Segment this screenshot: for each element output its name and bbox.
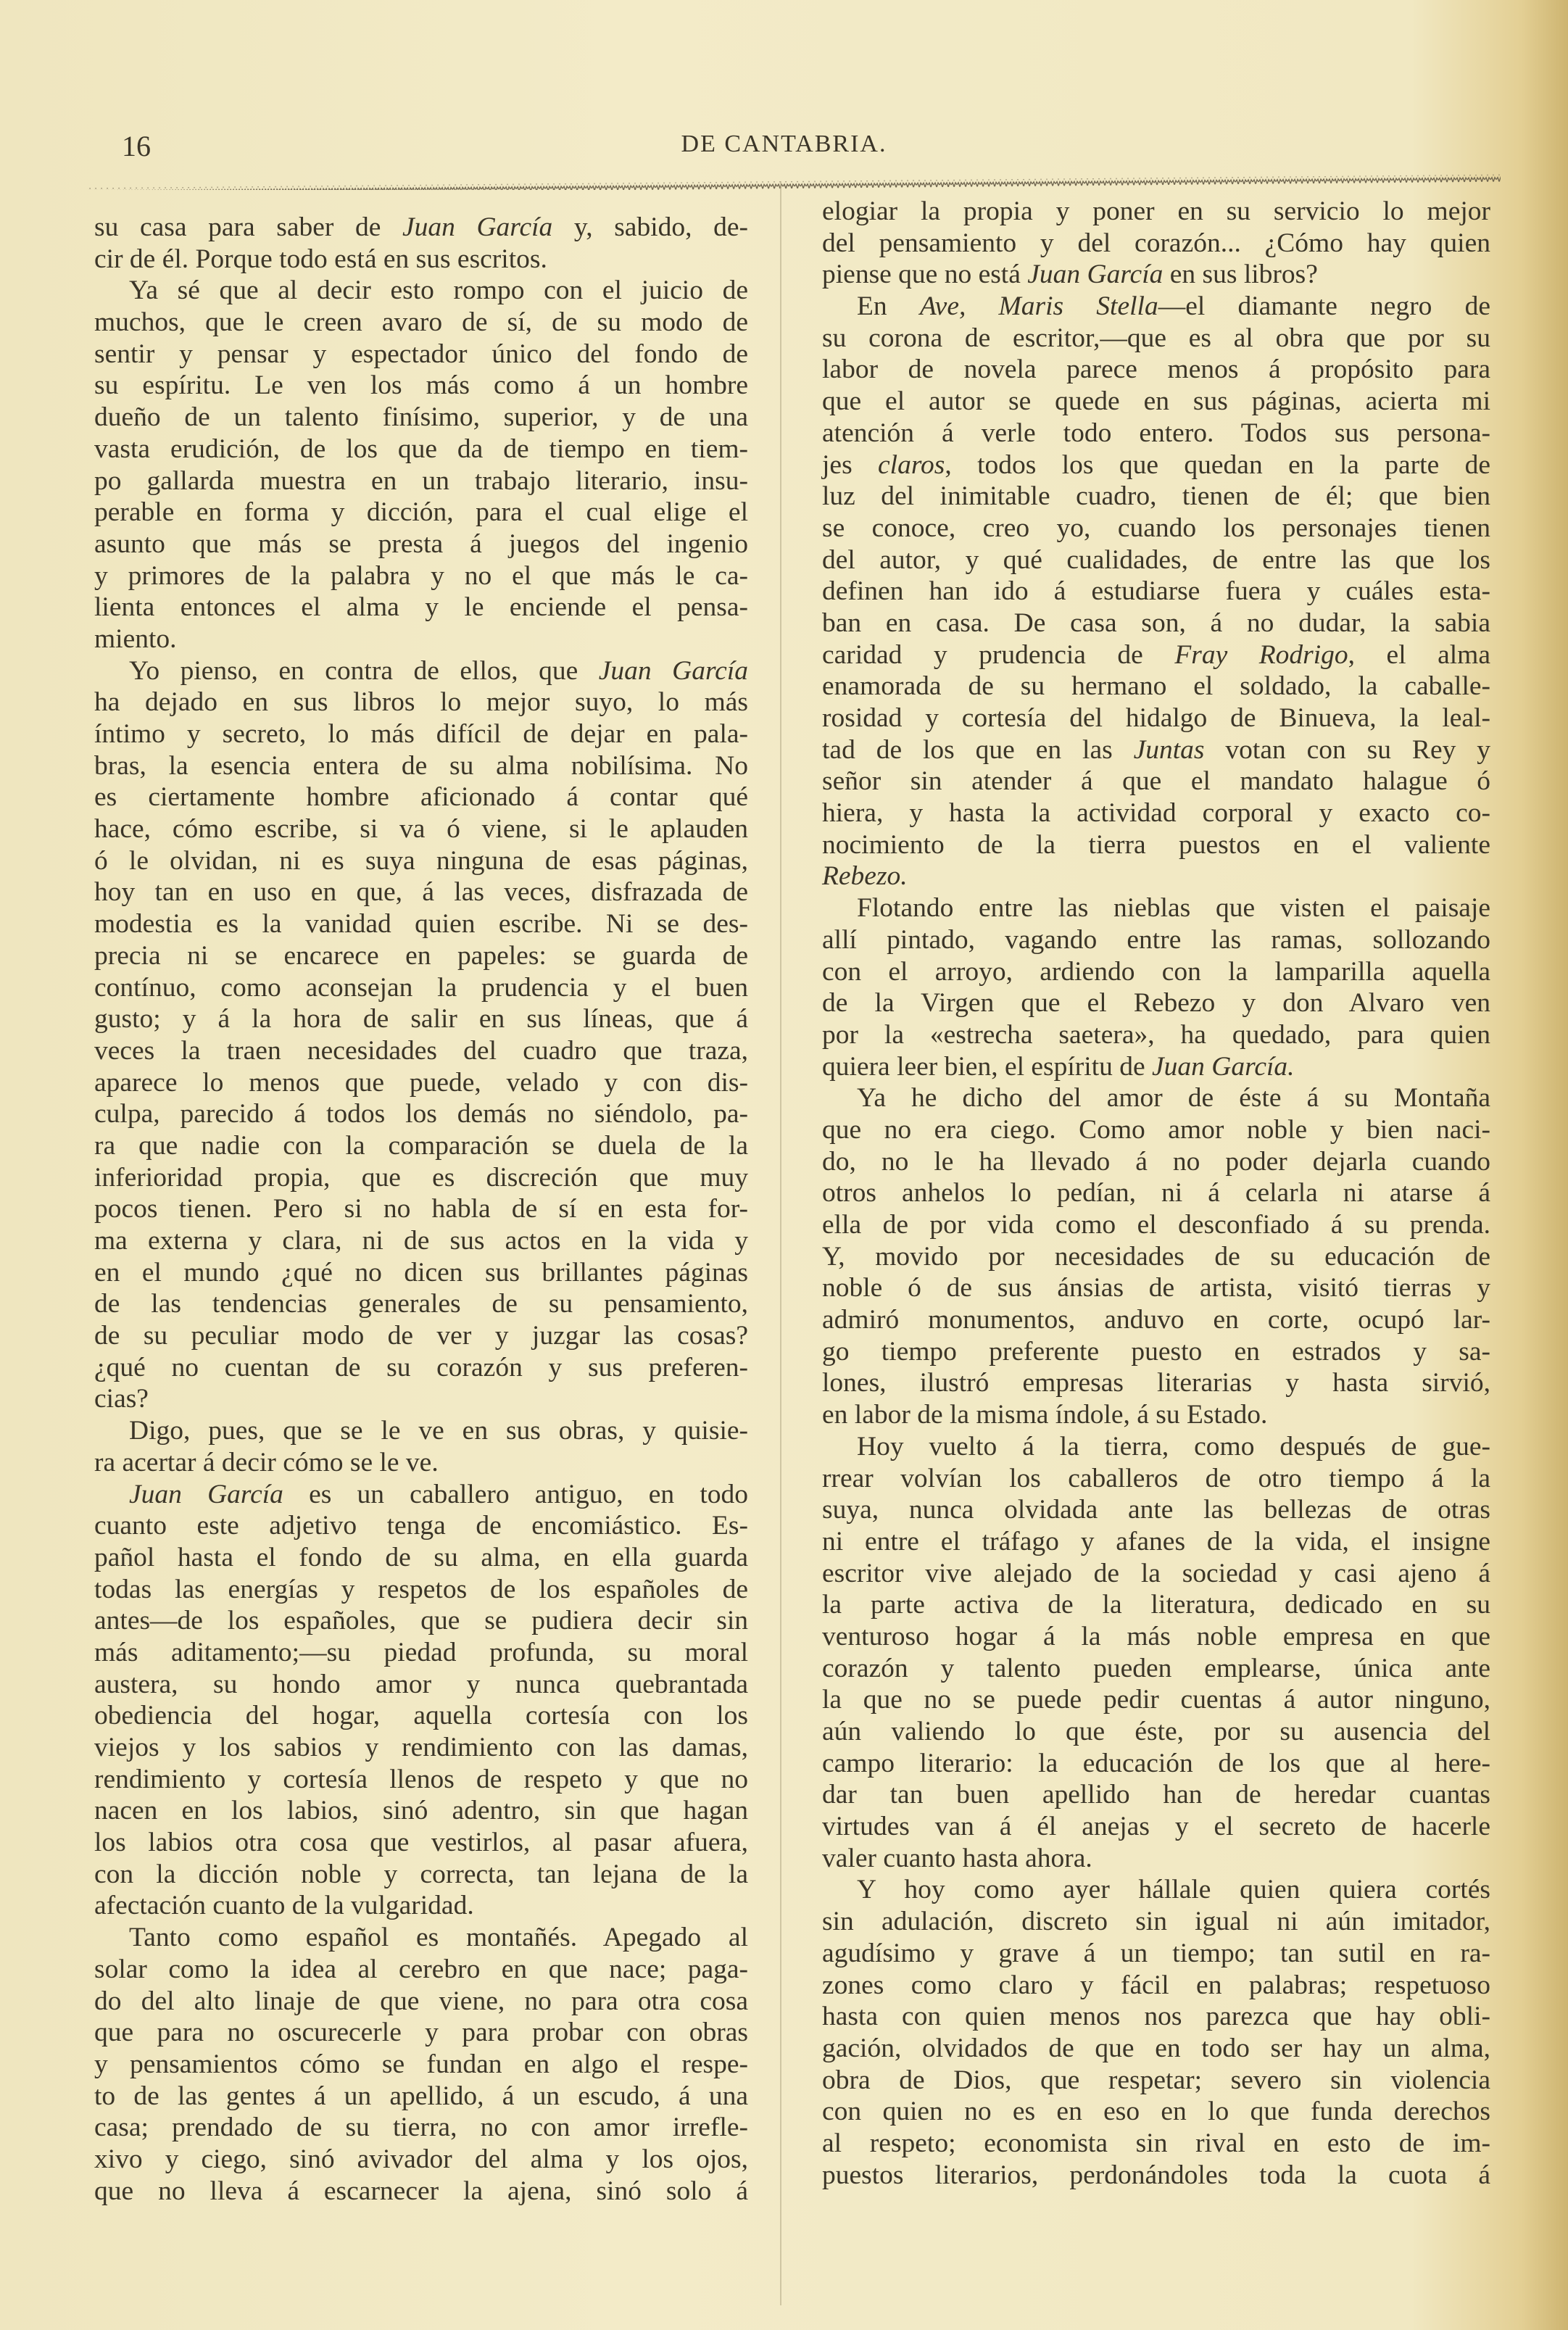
body-text: contínuo, como aconsejan la prudencia y el buen bbox=[94, 972, 748, 1003]
text-line bbox=[822, 671, 1490, 702]
body-text: lienta entonces el alma y le enciende el pensa- bbox=[94, 592, 748, 623]
text-line bbox=[822, 1970, 1490, 2002]
italic-title-text: Juntas bbox=[1133, 734, 1205, 765]
text-line bbox=[822, 291, 1490, 323]
body-text: allí pintado, vagando entre las ramas, sollozando bbox=[822, 924, 1490, 955]
body-text: del pensamiento y del corazón... ¿Cómo hay quien bbox=[822, 228, 1490, 258]
text-line bbox=[94, 1257, 748, 1289]
body-text: y primores de la palabra y no el que más le ca- bbox=[94, 560, 748, 591]
body-text: enamorada de su hermano el soldado, la caballe- bbox=[822, 671, 1490, 702]
body-text: , todos los que quedan en la parte de bbox=[945, 449, 1490, 480]
body-text: antes—de los españoles, que se pudiera decir sin bbox=[94, 1606, 748, 1636]
body-text: xivo y ciego, sinó avivador del alma y los ojos, bbox=[94, 2144, 748, 2174]
right-column bbox=[822, 196, 1490, 2191]
body-text: ban en casa. De casa son, á no dudar, la sabia bbox=[822, 608, 1490, 638]
text-line bbox=[94, 1986, 748, 2018]
body-text: luz del inimitable cuadro, tienen de él; que bien bbox=[822, 481, 1490, 512]
text-line bbox=[94, 402, 748, 434]
body-text: sentir y pensar y espectador único del fondo de bbox=[94, 339, 748, 369]
body-text: del autor, y qué cualidades, de entre las que los bbox=[822, 544, 1490, 575]
body-text: miento. bbox=[94, 623, 177, 654]
body-text: en el mundo ¿qué no dicen sus brillantes páginas bbox=[94, 1257, 748, 1288]
body-text: rosidad y cortesía del hidalgo de Binueva, la leal- bbox=[822, 703, 1490, 733]
text-line bbox=[822, 1177, 1490, 1209]
text-line bbox=[94, 1067, 748, 1099]
body-text: —el diamante negro de bbox=[1158, 291, 1491, 322]
text-line bbox=[822, 1748, 1490, 1780]
body-text: to de las gentes á un apellido, á un escudo, á una bbox=[94, 2081, 748, 2111]
body-text: , el alma bbox=[1348, 639, 1490, 670]
body-text: definen han ido á estudiarse fuera y cuáles esta- bbox=[822, 576, 1490, 607]
text-line bbox=[94, 1795, 748, 1827]
running-header: DE CANTABRIA. bbox=[681, 130, 887, 157]
text-line bbox=[94, 212, 748, 244]
body-text: cias? bbox=[94, 1384, 149, 1414]
body-text: en labor de la misma índole, á su Estado. bbox=[822, 1400, 1268, 1430]
body-text: admiró monumentos, anduvo en corte, ocupó lar- bbox=[822, 1305, 1490, 1335]
body-text: atención á verle todo entero. Todos sus persona- bbox=[822, 418, 1490, 448]
body-text: inferioridad propia, que es discreción que muy bbox=[94, 1162, 748, 1193]
text-line bbox=[94, 307, 748, 339]
body-text: gación, olvidados de que en todo ser hay un alma, bbox=[822, 2033, 1490, 2063]
text-line bbox=[822, 702, 1490, 734]
body-text: la que no se puede pedir cuentas á autor ninguno, bbox=[822, 1685, 1490, 1715]
body-text: que para no oscurecerle y para probar con obras bbox=[94, 2018, 748, 2048]
body-text: tad de los que en las bbox=[822, 734, 1134, 765]
text-line bbox=[822, 196, 1490, 228]
body-text: do, no le ha llevado á no poder dejarla cuando bbox=[822, 1146, 1490, 1177]
text-line bbox=[822, 2001, 1490, 2033]
body-text: y pensamientos cómo se fundan en algo el respe- bbox=[94, 2049, 748, 2079]
body-text: votan con su Rey y bbox=[1204, 734, 1490, 765]
body-text: en sus libros? bbox=[1163, 260, 1318, 290]
body-text: ¿qué no cuentan de su corazón y sus preferen- bbox=[94, 1352, 748, 1382]
body-text: hace, cómo escribe, si va ó viene, si le aplauden bbox=[94, 814, 748, 845]
text-line bbox=[822, 1621, 1490, 1653]
body-text: íntimo y secreto, lo más difícil de dejar en pala- bbox=[94, 719, 748, 749]
body-text: aparece lo menos que puede, velado y con dis- bbox=[94, 1067, 748, 1098]
text-line bbox=[94, 2081, 748, 2113]
body-text: al respeto; economista sin rival en esto de im- bbox=[822, 2128, 1490, 2158]
text-line bbox=[822, 259, 1490, 291]
body-text: obra de Dios, que respetar; severo sin violencia bbox=[822, 2065, 1490, 2095]
body-text: escritor vive alejado de la sociedad y casi ajeno á bbox=[822, 1558, 1490, 1588]
text-line bbox=[822, 354, 1490, 386]
body-text: culpa, parecido á todos los demás no siéndolo, pa- bbox=[94, 1099, 748, 1129]
text-line bbox=[822, 608, 1490, 639]
body-text: bras, la esencia entera de su alma nobilísima. No bbox=[94, 750, 748, 781]
body-text: Digo, pues, que se le ve en sus obras, y quisie- bbox=[129, 1416, 748, 1446]
text-line bbox=[94, 592, 748, 623]
body-text: rendimiento y cortesía llenos de respeto y que no bbox=[94, 1764, 748, 1794]
text-line bbox=[94, 1827, 748, 1859]
body-text: lones, ilustró empresas literarias y hasta sirvió, bbox=[822, 1368, 1490, 1398]
text-line bbox=[822, 481, 1490, 513]
body-text: hoy tan en uso en que, á las veces, disfrazada de bbox=[94, 877, 748, 908]
text-line bbox=[94, 813, 748, 845]
body-text: viejos y los sabios y rendimiento con las damas, bbox=[94, 1733, 748, 1762]
text-line bbox=[822, 2033, 1490, 2065]
text-line bbox=[94, 1479, 748, 1511]
text-line bbox=[822, 956, 1490, 988]
text-line bbox=[94, 1637, 748, 1669]
text-line bbox=[94, 1574, 748, 1606]
text-line bbox=[822, 1051, 1490, 1083]
body-text: ha dejado en sus libros lo mejor suyo, lo más bbox=[94, 687, 748, 718]
text-line bbox=[94, 1542, 748, 1574]
body-text: dueño de un talento finísimo, superior, y de una bbox=[94, 402, 748, 433]
text-line bbox=[822, 1399, 1490, 1431]
body-text: hiera, y hasta la actividad corporal y exacto co- bbox=[822, 798, 1490, 829]
body-text: caridad y prudencia de bbox=[822, 639, 1175, 670]
text-line bbox=[94, 370, 748, 402]
italic-title-text: Juan García bbox=[1027, 260, 1163, 290]
body-text: su casa para saber de bbox=[94, 212, 402, 242]
text-line bbox=[94, 1700, 748, 1732]
body-text: nocimiento de la tierra puestos en el valiente bbox=[822, 829, 1490, 860]
text-line bbox=[94, 244, 748, 275]
text-line bbox=[94, 1320, 748, 1352]
body-text: con la dicción noble y correcta, tan lejana de la bbox=[94, 1859, 748, 1889]
body-text: pañol hasta el fondo de su alma, en ella guarda bbox=[94, 1542, 748, 1572]
italic-title-text: Juan García. bbox=[1152, 1051, 1295, 1082]
body-text: noble ó de sus ánsias de artista, visitó tierras y bbox=[822, 1273, 1490, 1303]
text-line bbox=[822, 1843, 1490, 1875]
text-line bbox=[822, 1779, 1490, 1811]
text-line bbox=[822, 1874, 1490, 1906]
text-line bbox=[94, 1859, 748, 1891]
text-line bbox=[822, 1684, 1490, 1716]
text-line bbox=[822, 987, 1490, 1019]
text-line bbox=[94, 1098, 748, 1130]
italic-title-text: Juan García bbox=[598, 655, 748, 686]
body-text: Y hoy como ayer hállale quien quiera cortés bbox=[857, 1875, 1490, 1905]
text-line bbox=[94, 1954, 748, 1986]
text-line bbox=[94, 1922, 748, 1954]
body-text: su espíritu. Le ven los más como á un hombre bbox=[94, 370, 748, 401]
body-text: cir de él. Porque todo está en sus escritos. bbox=[94, 244, 547, 274]
italic-title-text: Ave, Maris Stella bbox=[919, 291, 1158, 322]
body-text: ni entre el tráfago y afanes de la vida, el insigne bbox=[822, 1526, 1490, 1556]
body-text: puestos literarios, perdonándoles toda la cuota á bbox=[822, 2160, 1490, 2190]
text-line bbox=[94, 560, 748, 592]
text-line bbox=[94, 1162, 748, 1194]
text-line bbox=[94, 1510, 748, 1542]
body-text: que el autor se quede en sus páginas, acierta mi bbox=[822, 386, 1490, 417]
body-text: perable en forma y dicción, para el cual elige el bbox=[94, 497, 748, 528]
text-line bbox=[94, 528, 748, 560]
text-line bbox=[94, 497, 748, 528]
text-line bbox=[94, 465, 748, 497]
left-column bbox=[94, 212, 748, 2207]
body-text: es ciertamente hombre aficionado á contar qué bbox=[94, 782, 748, 813]
text-line bbox=[822, 1589, 1490, 1621]
text-line bbox=[822, 1336, 1490, 1368]
text-line bbox=[94, 1288, 748, 1320]
body-text: ra acertar á decir cómo se le ve. bbox=[94, 1447, 439, 1477]
text-line bbox=[822, 323, 1490, 355]
body-text: ra que nadie con la comparación se duela de la bbox=[94, 1130, 748, 1161]
body-text: con quien no es en eso en lo que funda derechos bbox=[822, 2097, 1490, 2127]
text-line bbox=[94, 1130, 748, 1162]
body-text: su corona de escritor,—que es al obra que por su bbox=[822, 323, 1490, 353]
body-text: por la «estrecha saetera», ha quedado, para quien bbox=[822, 1019, 1490, 1050]
text-line bbox=[94, 339, 748, 370]
body-text: asunto que más se presta á juegos del ingenio bbox=[94, 528, 748, 559]
body-text: valer cuanto hasta ahora. bbox=[822, 1843, 1092, 1873]
text-line bbox=[94, 275, 748, 307]
text-line bbox=[94, 434, 748, 465]
body-text: agudísimo y grave á un tiempo; tan sutil en ra- bbox=[822, 1938, 1490, 1968]
text-line bbox=[94, 940, 748, 972]
text-line bbox=[822, 1906, 1490, 1938]
text-line bbox=[94, 845, 748, 877]
text-line bbox=[94, 655, 748, 687]
body-text: virtudes van á él anejas y el secreto de hacerle bbox=[822, 1812, 1490, 1842]
body-text: que no era ciego. Como amor noble y bien naci- bbox=[822, 1114, 1490, 1145]
text-line bbox=[94, 1669, 748, 1701]
text-line bbox=[94, 1447, 748, 1479]
body-text: venturoso hogar á la más noble empresa en que bbox=[822, 1621, 1490, 1651]
body-text: labor de novela parece menos á propósito para bbox=[822, 355, 1490, 385]
text-line bbox=[822, 1526, 1490, 1558]
text-line bbox=[94, 718, 748, 750]
italic-title-text: claros bbox=[878, 449, 945, 480]
text-line bbox=[822, 2065, 1490, 2097]
text-line bbox=[94, 1035, 748, 1067]
body-text: obediencia del hogar, aquella cortesía con los bbox=[94, 1701, 748, 1731]
body-text: austera, su hondo amor y nunca quebrantada bbox=[94, 1669, 748, 1699]
body-text: jes bbox=[822, 449, 879, 480]
body-text: piense que no está bbox=[822, 260, 1028, 290]
text-line bbox=[822, 576, 1490, 608]
text-line bbox=[94, 781, 748, 813]
text-line bbox=[94, 1003, 748, 1035]
body-text: modestia es la vanidad quien escribe. Ni se des- bbox=[94, 909, 748, 940]
italic-title-text: Fray Rodrigo bbox=[1174, 639, 1348, 670]
text-line bbox=[94, 1890, 748, 1922]
text-line bbox=[822, 892, 1490, 924]
text-line bbox=[822, 766, 1490, 797]
body-text: corazón y talento pueden emplearse, única ante bbox=[822, 1653, 1490, 1683]
body-text: muchos, que le creen avaro de sí, de su modo de bbox=[94, 307, 748, 338]
body-text: casa; prendado de su tierra, no con amor irrefle- bbox=[94, 2113, 748, 2143]
text-line bbox=[822, 2160, 1490, 2192]
text-line bbox=[822, 1558, 1490, 1590]
text-line bbox=[822, 1304, 1490, 1336]
text-line bbox=[822, 1463, 1490, 1495]
body-text: Flotando entre las nieblas que visten el paisaje bbox=[857, 893, 1490, 924]
text-line bbox=[822, 1431, 1490, 1463]
italic-title-text: Rebezo. bbox=[822, 861, 908, 892]
body-text: los labios otra cosa que vestirlos, al pasar afuera, bbox=[94, 1828, 748, 1858]
body-text: nacen en los labios, sinó adentro, sin que hagan bbox=[94, 1796, 748, 1826]
text-line bbox=[822, 513, 1490, 544]
body-text: ó le olvidan, ni es suya ninguna de esas páginas, bbox=[94, 845, 748, 876]
body-text: elogiar la propia y poner en su servicio lo mejor bbox=[822, 196, 1490, 226]
text-line bbox=[822, 1811, 1490, 1843]
text-line bbox=[94, 2112, 748, 2144]
body-text: Y, movido por necesidades de su educación de bbox=[822, 1241, 1490, 1272]
text-line bbox=[822, 734, 1490, 766]
wavy-header-rule bbox=[87, 168, 1501, 190]
text-line bbox=[94, 2017, 748, 2049]
body-text: solar como la idea al cerebro en que nace; paga- bbox=[94, 1954, 748, 1984]
body-text: de su peculiar modo de ver y juzgar las cosas? bbox=[94, 1321, 748, 1351]
text-line bbox=[822, 1272, 1490, 1304]
body-text: con el arroyo, ardiendo con la lamparilla aquella bbox=[822, 956, 1490, 987]
body-text: es un caballero antiguo, en todo bbox=[283, 1479, 748, 1509]
text-line bbox=[822, 1716, 1490, 1748]
body-text: Ya sé que al decir esto rompo con el juicio de bbox=[129, 275, 748, 306]
text-line bbox=[94, 908, 748, 940]
text-line bbox=[822, 1653, 1490, 1685]
page-number: 16 bbox=[122, 130, 151, 162]
body-text: aún valiendo lo que éste, por su ausencia del bbox=[822, 1717, 1490, 1746]
body-text: Ya he dicho del amor de éste á su Montaña bbox=[857, 1083, 1490, 1114]
body-text: dar tan buen apellido han de heredar cuantas bbox=[822, 1780, 1490, 1810]
body-text: ma externa y clara, ni de sus actos en la vida y bbox=[94, 1226, 748, 1256]
text-line bbox=[94, 1415, 748, 1447]
body-text: po gallarda muestra en un trabajo literario, insu- bbox=[94, 465, 748, 496]
text-line bbox=[94, 2049, 748, 2081]
body-text: suya, nunca olvidada ante las bellezas de otras bbox=[822, 1495, 1490, 1525]
text-line bbox=[94, 1764, 748, 1796]
body-text: más aditamento;—su piedad profunda, su moral bbox=[94, 1637, 748, 1667]
text-line bbox=[822, 1938, 1490, 1970]
body-text: ella de por vida como el desconfiado á su prenda. bbox=[822, 1210, 1490, 1240]
text-line bbox=[822, 1146, 1490, 1178]
text-line bbox=[94, 623, 748, 655]
text-line bbox=[822, 861, 1490, 892]
body-text: Yo pienso, en contra de ellos, que bbox=[129, 655, 599, 686]
text-line bbox=[822, 797, 1490, 829]
text-line bbox=[822, 386, 1490, 418]
body-text: precia ni se encarece en papeles: se guarda de bbox=[94, 940, 748, 971]
body-text: quiera leer bien, el espíritu de bbox=[822, 1051, 1153, 1082]
body-text: de la Virgen que el Rebezo y don Alvaro ven bbox=[822, 988, 1490, 1019]
text-line bbox=[94, 2176, 748, 2207]
body-text: do del alto linaje de que viene, no para otra cosa bbox=[94, 1986, 748, 2016]
body-text: pocos tienen. Pero si no habla de sí en esta for- bbox=[94, 1194, 748, 1224]
text-line bbox=[94, 1605, 748, 1637]
body-text: todas las energías y respetos de los españoles de bbox=[94, 1574, 748, 1604]
text-line bbox=[822, 639, 1490, 671]
body-text: que no lleva á escarnecer la ajena, sinó solo á bbox=[94, 2176, 748, 2206]
text-line bbox=[822, 1241, 1490, 1273]
body-text: campo literario: la educación de los que al here- bbox=[822, 1748, 1490, 1778]
body-text: hasta con quien menos nos parezca que hay obli- bbox=[822, 2002, 1490, 2032]
text-line bbox=[94, 972, 748, 1004]
body-text: la parte activa de la literatura, dedicado en su bbox=[822, 1590, 1490, 1620]
text-line bbox=[822, 1082, 1490, 1114]
body-text: otros anhelos lo pedían, ni á celarla ni atarse á bbox=[822, 1178, 1490, 1208]
text-line bbox=[94, 1732, 748, 1764]
body-text: señor sin atender á que el mandato halague ó bbox=[822, 766, 1490, 797]
text-line bbox=[822, 1019, 1490, 1051]
text-line bbox=[822, 924, 1490, 956]
text-line bbox=[822, 1209, 1490, 1241]
body-text: veces la traen necesidades del cuadro que traza, bbox=[94, 1035, 748, 1066]
text-line bbox=[822, 2096, 1490, 2128]
text-line bbox=[94, 1352, 748, 1384]
text-line bbox=[94, 1225, 748, 1257]
text-line bbox=[822, 544, 1490, 576]
body-text: go tiempo preferente puesto en estrados y sa- bbox=[822, 1336, 1490, 1367]
body-text: Tanto como español es montañés. Apegado al bbox=[129, 1923, 748, 1953]
body-text: zones como claro y fácil en palabras; respetuoso bbox=[822, 1970, 1490, 2000]
italic-title-text: Juan García bbox=[129, 1479, 283, 1509]
text-line bbox=[94, 687, 748, 718]
body-text: se conoce, creo yo, cuando los personajes tienen bbox=[822, 513, 1490, 543]
text-line bbox=[94, 750, 748, 782]
text-line bbox=[822, 2128, 1490, 2160]
body-text: y, sabido, de- bbox=[552, 212, 748, 242]
body-text: sin adulación, discreto sin igual ni aún imitador, bbox=[822, 1907, 1490, 1937]
text-line bbox=[94, 2144, 748, 2176]
body-text: afectación cuanto de la vulgaridad. bbox=[94, 1891, 474, 1921]
text-line bbox=[822, 1494, 1490, 1526]
body-text: cuanto este adjetivo tenga de encomiástico. Es- bbox=[94, 1511, 748, 1541]
body-text: gusto; y á la hora de salir en sus líneas, que á bbox=[94, 1004, 748, 1035]
text-line bbox=[822, 449, 1490, 481]
text-line bbox=[822, 418, 1490, 449]
text-line bbox=[94, 1383, 748, 1415]
body-text: de las tendencias generales de su pensamiento, bbox=[94, 1289, 748, 1319]
body-text: vasta erudición, de los que da de tiempo en tiem- bbox=[94, 434, 748, 464]
text-line bbox=[822, 1367, 1490, 1399]
body-text: En bbox=[857, 291, 920, 322]
body-text: rrear volvían los caballeros de otro tiempo á la bbox=[822, 1463, 1490, 1493]
body-text: Hoy vuelto á la tierra, como después de gue- bbox=[857, 1431, 1490, 1462]
text-line bbox=[822, 829, 1490, 861]
text-line bbox=[94, 1193, 748, 1225]
text-line bbox=[822, 1114, 1490, 1146]
text-line bbox=[94, 876, 748, 908]
italic-title-text: Juan García bbox=[402, 212, 553, 242]
column-divider bbox=[780, 181, 781, 2305]
text-line bbox=[822, 228, 1490, 260]
